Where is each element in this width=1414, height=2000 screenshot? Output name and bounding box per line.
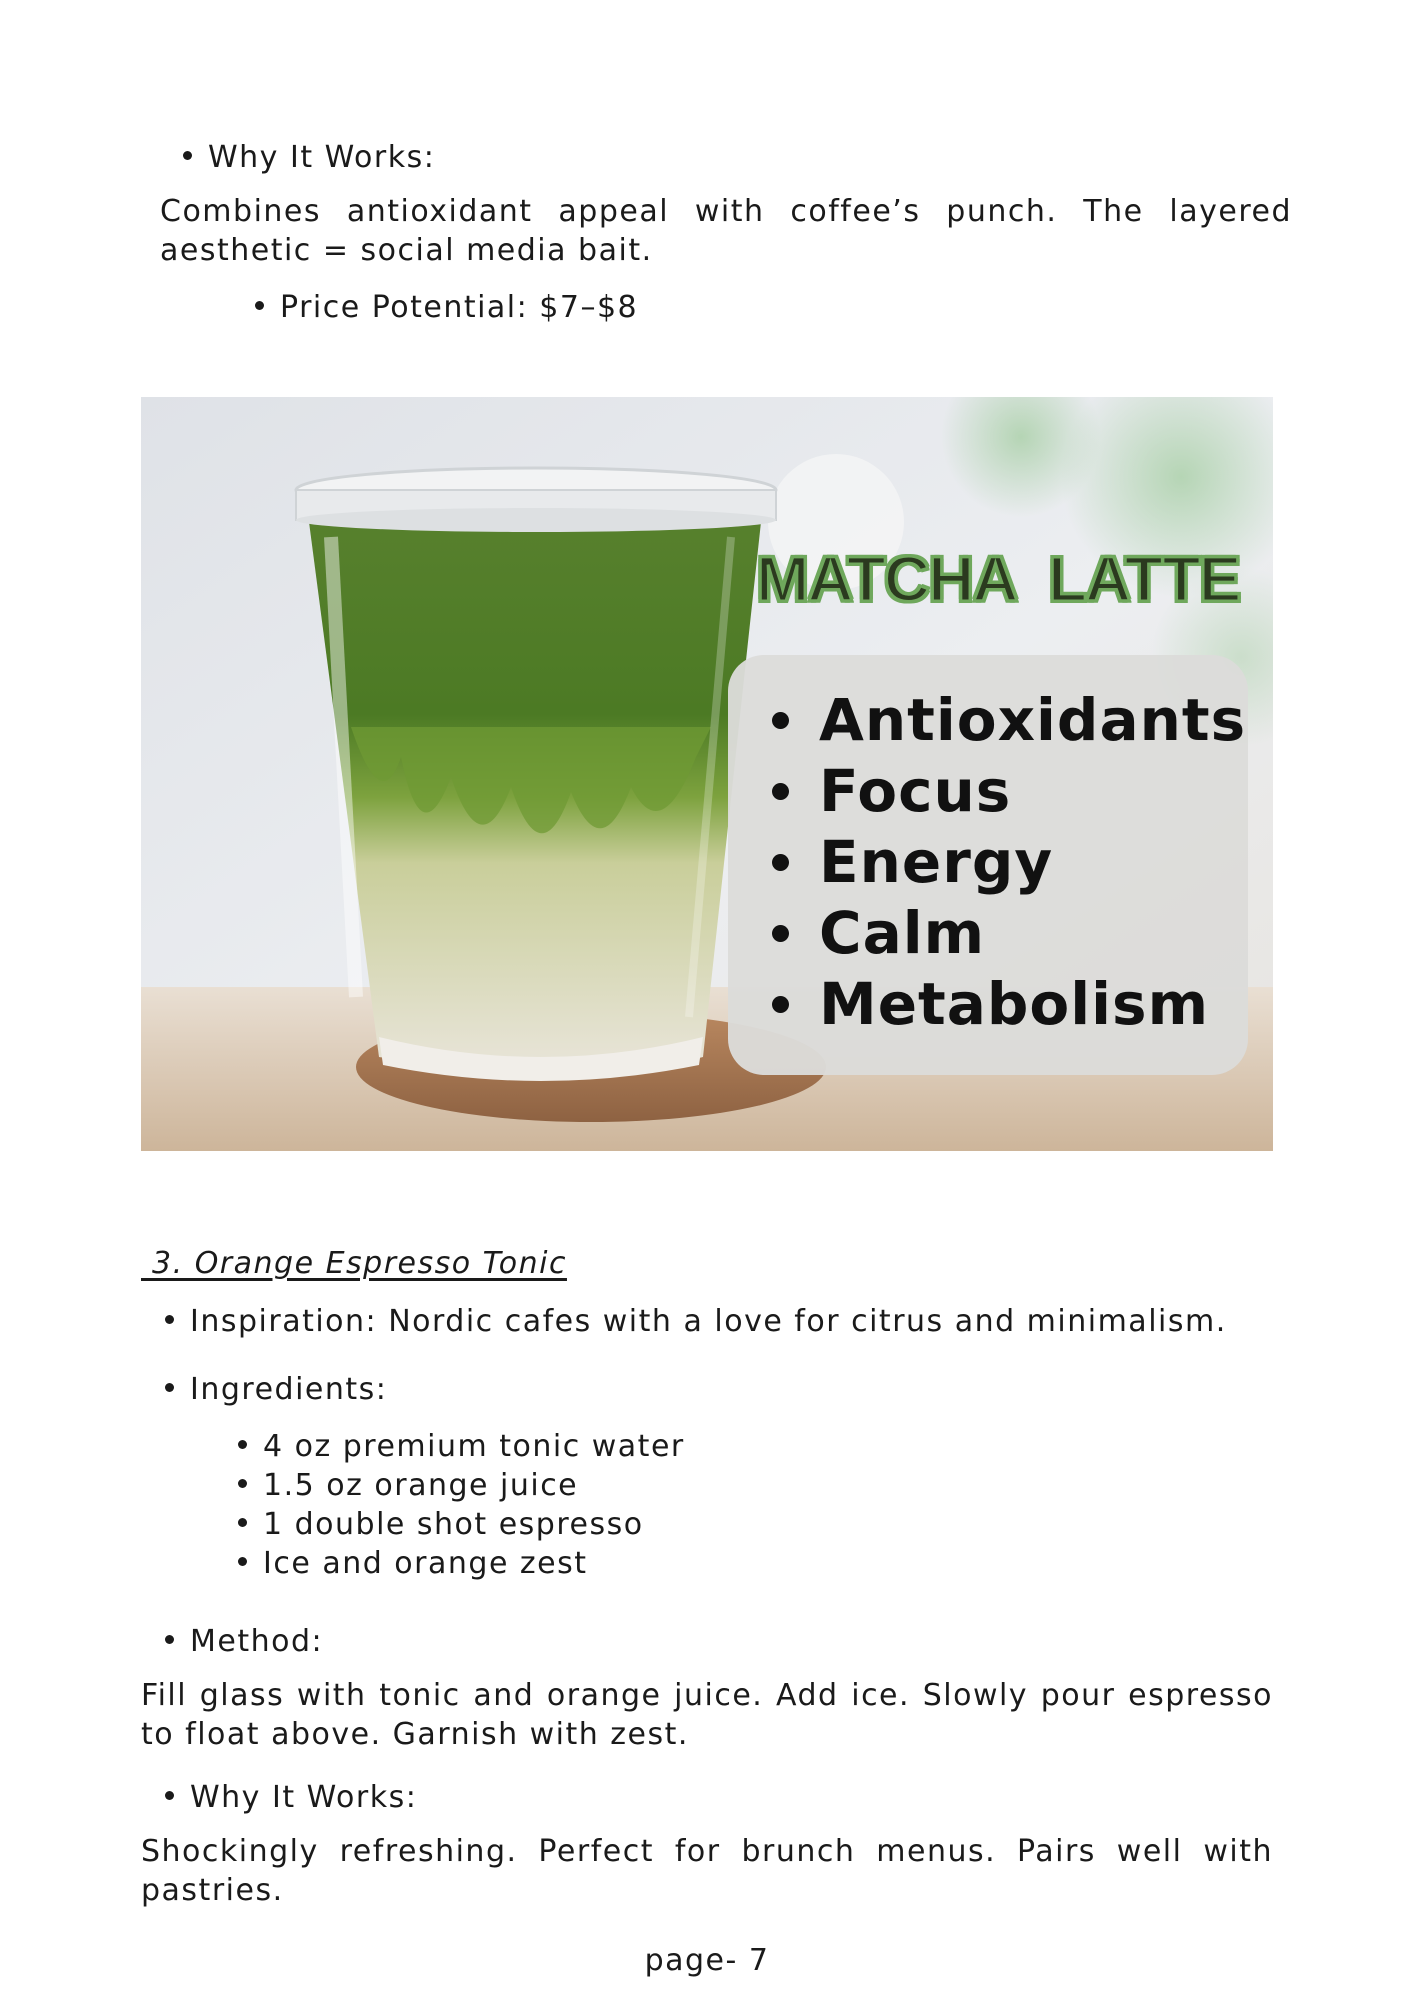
- price-potential-bullet: [255, 288, 638, 327]
- matcha-latte-image: [141, 397, 1273, 1151]
- price-potential-label: Price Potential: $7–$8: [280, 290, 639, 325]
- why-it-works-text: Combines antioxidant appeal with coffee’s punch. The layered aesthetic = social media bait.: [160, 194, 1292, 268]
- bullet-dot: [772, 854, 789, 871]
- ingredient-item: [238, 1544, 588, 1583]
- bullet-dot: [183, 151, 192, 160]
- ingredient-item: [238, 1427, 685, 1466]
- benefit-label: Focus: [819, 757, 1012, 825]
- why-it-works-label: Why It Works:: [190, 1780, 418, 1815]
- bullet-dot: [772, 783, 789, 800]
- benefit-label: Energy: [819, 828, 1054, 896]
- bullet-dot: [165, 1383, 174, 1392]
- ingredient-item: [238, 1466, 578, 1505]
- why-it-works-bullet: [183, 138, 435, 177]
- ingredient-text: 1.5 oz orange juice: [263, 1468, 579, 1503]
- bullet-dot: [165, 1315, 174, 1324]
- bullet-dot: [255, 301, 264, 310]
- ingredient-text: Ice and orange zest: [263, 1546, 588, 1581]
- benefit-item: [772, 827, 1246, 898]
- why-it-works-bullet: [165, 1778, 417, 1817]
- ingredient-item: [238, 1505, 644, 1544]
- why-it-works-text: Shockingly refreshing. Perfect for brunch menus. Pairs well with pastries.: [141, 1834, 1273, 1908]
- bullet-dot: [772, 996, 789, 1013]
- method-bullet: [165, 1622, 323, 1661]
- benefit-label: Metabolism: [819, 970, 1210, 1038]
- inspiration-text: Inspiration: Nordic cafes with a love for citrus and minimalism.: [190, 1304, 1227, 1339]
- benefit-label: Antioxidants: [819, 686, 1247, 754]
- hero-title: MATCHA LATTE: [756, 543, 1240, 615]
- method-text: Fill glass with tonic and orange juice. Add ice. Slowly pour espresso to float above. Garnish with zest.: [141, 1678, 1273, 1752]
- bullet-dot: [165, 1791, 174, 1800]
- benefit-item: [772, 685, 1246, 756]
- inspiration-bullet: [165, 1302, 1227, 1341]
- bullet-dot: [238, 1440, 247, 1449]
- bullet-dot: [238, 1479, 247, 1488]
- page-number: page- 7: [644, 1943, 770, 1978]
- bullet-dot: [165, 1635, 174, 1644]
- benefits-list: [772, 685, 1246, 1040]
- benefit-item: [772, 969, 1246, 1040]
- benefit-item: [772, 756, 1246, 827]
- benefits-card: [728, 655, 1248, 1075]
- bullet-dot: [238, 1518, 247, 1527]
- benefit-item: [772, 898, 1246, 969]
- ingredient-text: 4 oz premium tonic water: [263, 1429, 685, 1464]
- ingredients-label: Ingredients:: [190, 1372, 388, 1407]
- ingredient-text: 1 double shot espresso: [263, 1507, 644, 1542]
- bullet-dot: [772, 712, 789, 729]
- why-it-works-label: Why It Works:: [208, 140, 436, 175]
- benefit-label: Calm: [819, 899, 986, 967]
- bullet-dot: [238, 1557, 247, 1566]
- bullet-dot: [772, 925, 789, 942]
- section-heading: 3. Orange Espresso Tonic: [141, 1246, 567, 1281]
- method-label: Method:: [190, 1624, 324, 1659]
- ingredients-bullet: [165, 1370, 387, 1409]
